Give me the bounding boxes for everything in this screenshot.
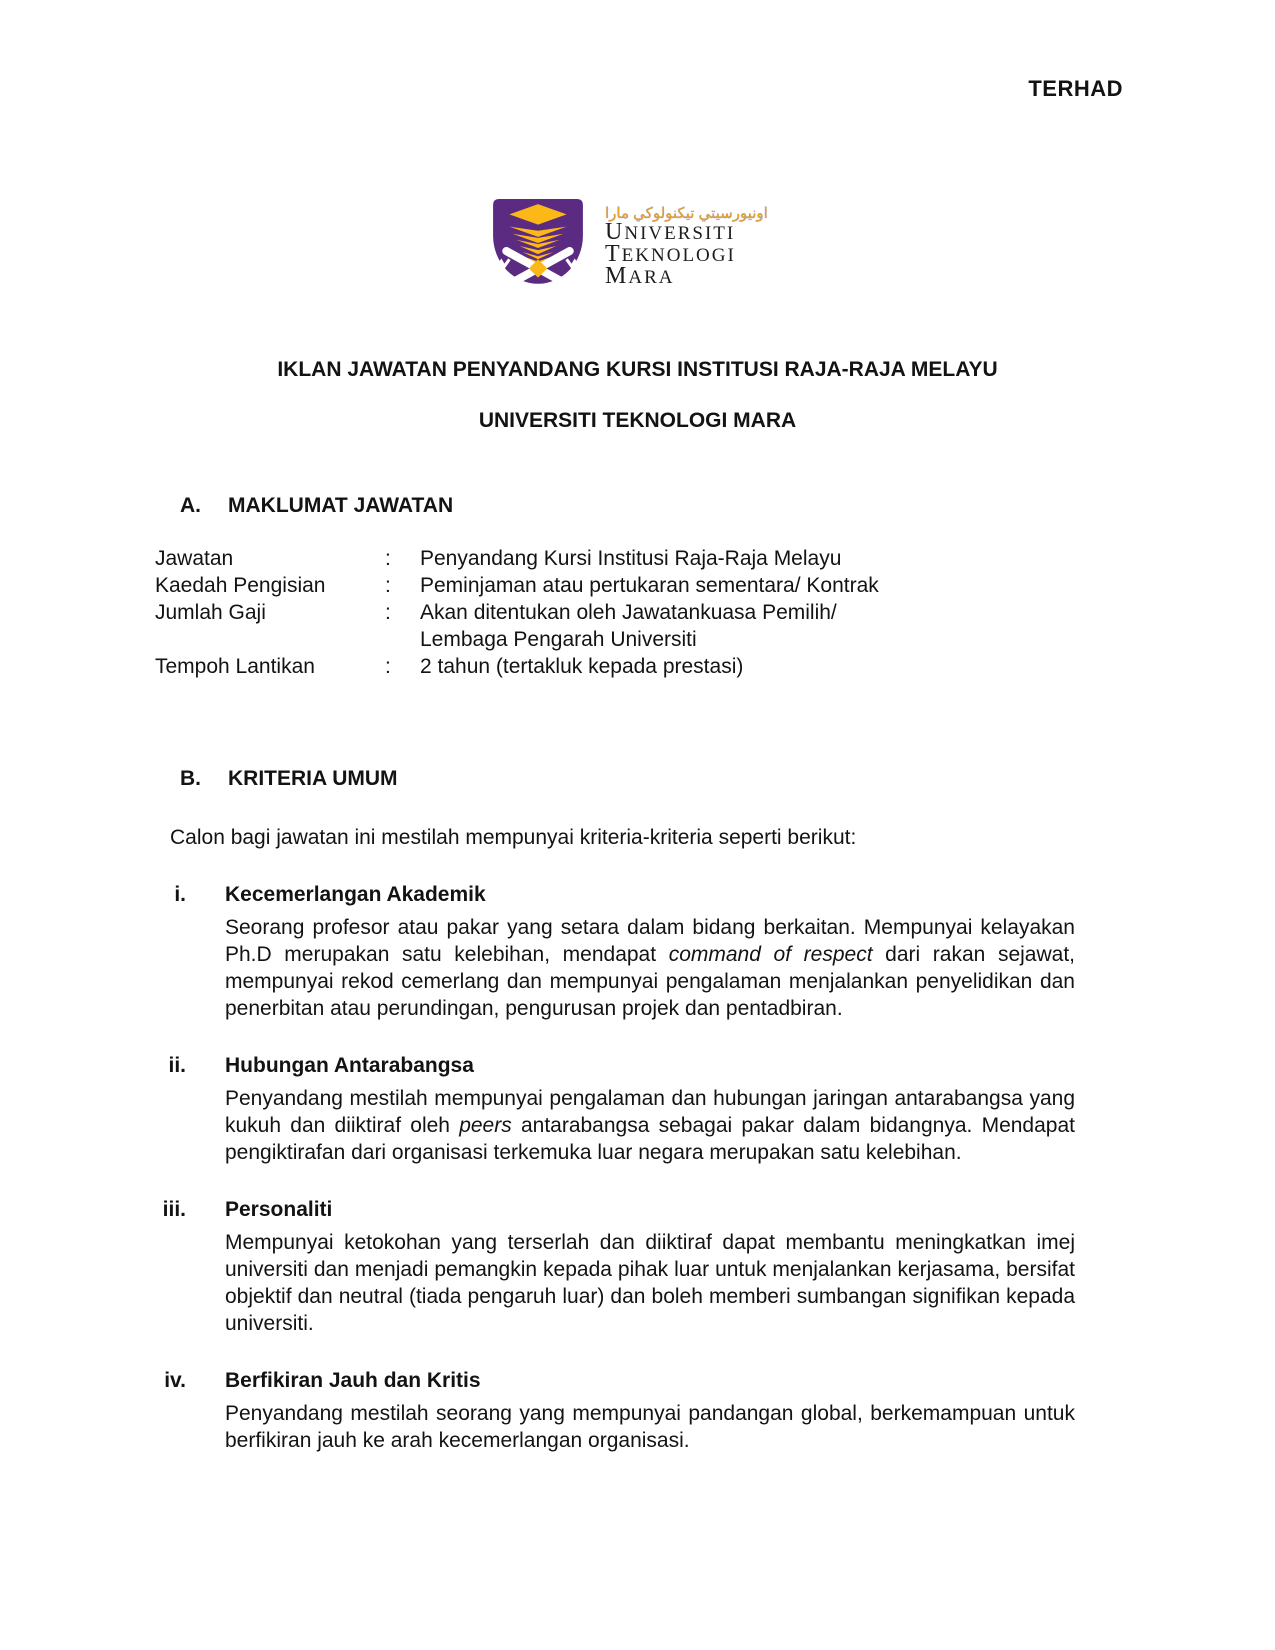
item-text: Seorang profesor atau pakar yang setara dalam bidang berkaitan. Mempunyai kelayakan Ph.D merupakan satu kelebihan, mendapat command of respect dari rakan sejawat, mempunyai rekod cemerlang dan mempunyai pengalaman menjalankan penyelidikan dan penerbitan atau perundingan, pengurusan projek dan pentadbiran. bbox=[225, 916, 1075, 1020]
section-b-title: KRITERIA UMUM bbox=[228, 767, 398, 790]
row-value: Peminjaman atau pertukaran sementara/ Kontrak bbox=[420, 574, 879, 597]
logo-name-line-2: TEKNOLOGI bbox=[605, 241, 736, 267]
item-body bbox=[225, 881, 1075, 1022]
logo-wordmark bbox=[605, 197, 768, 288]
document-body bbox=[155, 492, 1075, 1454]
row-value-line-2: Lembaga Pengarah Universiti bbox=[420, 628, 697, 651]
row-colon: : bbox=[385, 547, 391, 570]
row-value: 2 tahun (tertakluk kepada prestasi) bbox=[420, 655, 744, 678]
section-b-letter: B. bbox=[180, 767, 201, 790]
title-line-2: UNIVERSITI TEKNOLOGI MARA bbox=[478, 409, 797, 432]
uitm-logo bbox=[488, 197, 768, 295]
classification-label: TERHAD bbox=[1028, 76, 1123, 101]
row-colon: : bbox=[385, 574, 391, 597]
item-numeral: iii. bbox=[162, 1198, 186, 1221]
document-title bbox=[0, 356, 1275, 434]
item-title: Berfikiran Jauh dan Kritis bbox=[225, 1369, 481, 1392]
item-body bbox=[225, 1367, 1075, 1454]
table-row bbox=[155, 572, 1075, 599]
row-label: Kaedah Pengisian bbox=[155, 574, 326, 597]
item-numeral: ii. bbox=[168, 1054, 186, 1077]
title-line-1: IKLAN JAWATAN PENYANDANG KURSI INSTITUSI RAJA-RAJA MELAYU bbox=[277, 358, 998, 381]
row-colon: : bbox=[385, 601, 391, 624]
item-title: Hubungan Antarabangsa bbox=[225, 1054, 474, 1077]
row-label: Jawatan bbox=[155, 547, 234, 570]
item-title: Personaliti bbox=[225, 1198, 333, 1221]
row-value bbox=[420, 599, 1075, 653]
uitm-shield-icon bbox=[488, 197, 588, 295]
logo-name-line-1: UNIVERSITI bbox=[605, 219, 736, 245]
section-a-heading bbox=[155, 492, 1075, 519]
criteria-item-iii bbox=[155, 1196, 1075, 1337]
item-numeral: i. bbox=[174, 883, 186, 906]
criteria-item-i bbox=[155, 881, 1075, 1022]
section-a-letter: A. bbox=[180, 494, 201, 517]
job-info-table bbox=[155, 545, 1075, 680]
logo-jawi-text: اونيورسيتي تيكنولوكي مارا bbox=[605, 205, 768, 222]
table-row bbox=[155, 599, 1075, 653]
item-body bbox=[225, 1052, 1075, 1166]
table-row bbox=[155, 653, 1075, 680]
row-value: Penyandang Kursi Institusi Raja-Raja Melayu bbox=[420, 547, 842, 570]
row-label: Jumlah Gaji bbox=[155, 601, 266, 624]
table-row bbox=[155, 545, 1075, 572]
section-b-heading bbox=[155, 765, 1075, 792]
item-text: Mempunyai ketokohan yang terserlah dan diiktiraf dapat membantu meningkatkan imej universiti dan menjadi pemangkin kepada pihak luar untuk menjalankan kerjasama, bersifat objektif dan neutral (tiada pengaruh luar) dan boleh memberi sumbangan signifikan kepada universiti. bbox=[225, 1231, 1075, 1335]
criteria-item-ii bbox=[155, 1052, 1075, 1166]
section-a-title: MAKLUMAT JAWATAN bbox=[228, 494, 454, 517]
criteria-intro: Calon bagi jawatan ini mestilah mempunyai kriteria-kriteria seperti berikut: bbox=[170, 826, 857, 849]
item-text: Penyandang mestilah mempunyai pengalaman dan hubungan jaringan antarabangsa yang kukuh dan diiktiraf oleh peers antarabangsa sebagai pakar dalam bidangnya. Mendapat pengiktirafan dari organisasi terkemuka luar negara merupakan satu kelebihan. bbox=[225, 1087, 1075, 1164]
row-label: Tempoh Lantikan bbox=[155, 655, 315, 678]
row-value-line-1: Akan ditentukan oleh Jawatankuasa Pemilih/ bbox=[420, 601, 837, 624]
criteria-item-iv bbox=[155, 1367, 1075, 1454]
row-colon: : bbox=[385, 655, 391, 678]
item-title: Kecemerlangan Akademik bbox=[225, 883, 486, 906]
logo-name-line-3: MARA bbox=[605, 263, 675, 289]
item-text: Penyandang mestilah seorang yang mempunyai pandangan global, berkemampuan untuk berfikiran jauh ke arah kecemerlangan organisasi. bbox=[225, 1402, 1075, 1452]
item-numeral: iv. bbox=[164, 1369, 186, 1392]
item-body bbox=[225, 1196, 1075, 1337]
